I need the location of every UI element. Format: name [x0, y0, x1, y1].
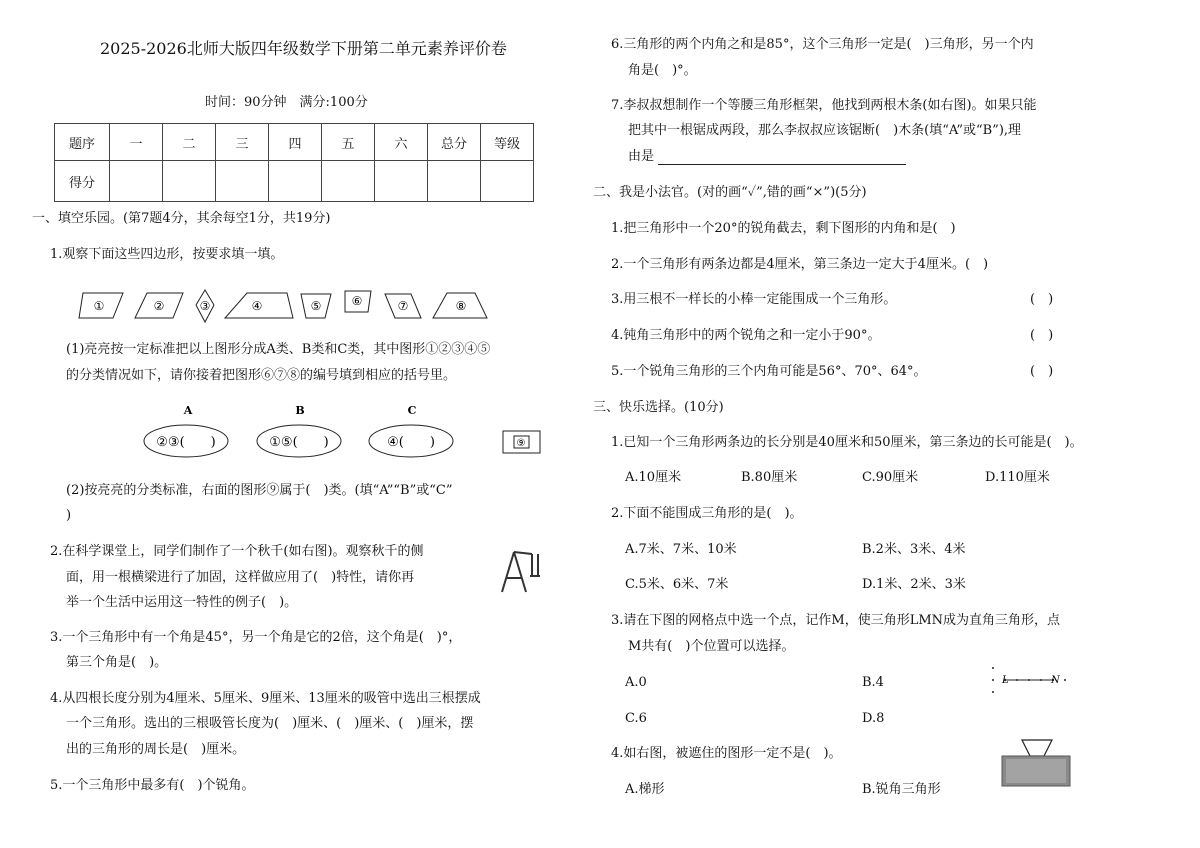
classification-figure — [140, 400, 550, 462]
question-4-line-2: 一个三角形。选出的三根吸管长度为( )厘米、( )厘米、( )厘米，摆 — [66, 716, 474, 731]
choice-1-option-b[interactable]: B.80厘米 — [741, 470, 798, 485]
cover-block-texture — [1006, 759, 1066, 783]
class-a-content: ②③( ) — [156, 435, 216, 450]
score-table-header: 题序 — [55, 124, 110, 161]
quad-label: ⑧ — [455, 299, 467, 313]
question-6-line-2: 角是( )°。 — [628, 63, 697, 78]
question-5: 5.一个三角形中最多有( )个锐角。 — [50, 778, 255, 793]
answer-line[interactable] — [658, 164, 906, 165]
choice-2-option-d[interactable]: D.1米、2米、3米 — [862, 577, 966, 592]
judge-item-4: 4.钝角三角形中的两个锐角之和一定小于90°。 — [611, 328, 881, 343]
question-2-line-2: 面，用一根横梁进行了加固，这样做应用了( )特性，请你再 — [66, 570, 415, 585]
class-label-c: C — [407, 404, 417, 417]
question-1-part-2b: ) — [66, 508, 72, 523]
judge-item-2: 2.一个三角形有两条边都是4厘米，第三条边一定大于4厘米。( ) — [611, 257, 989, 272]
class-label-a: A — [183, 404, 193, 417]
score-table — [54, 123, 534, 202]
choice-1-option-c[interactable]: C.90厘米 — [862, 470, 919, 485]
covered-shape-figure — [1000, 738, 1074, 788]
score-cell[interactable] — [375, 161, 428, 202]
quad-label: ③ — [199, 299, 211, 313]
score-cell[interactable] — [163, 161, 216, 202]
question-1-part-2a: (2)按亮亮的分类标准，右面的图形⑨属于( )类。(填“A”“B”或“C” — [66, 483, 453, 498]
class-label-b: B — [295, 404, 305, 417]
judge-item-1: 1.把三角形中一个20°的锐角截去，剩下图形的内角和是( ) — [611, 221, 956, 236]
quad-label: ⑦ — [397, 299, 409, 313]
score-table-header: 二 — [163, 124, 216, 161]
quad-label: ① — [93, 299, 105, 313]
score-table-header: 五 — [322, 124, 375, 161]
score-table-header: 等级 — [481, 124, 534, 161]
quadrilaterals-figure — [75, 288, 505, 328]
question-1: 1.观察下面这些四边形，按要求填一填。 — [50, 247, 284, 262]
judge-item-5: 5.一个锐角三角形的三个内角可能是56°、70°、64°。 — [611, 364, 927, 379]
judge-item-5-paren[interactable]: ( ) — [1030, 364, 1054, 379]
score-table-header: 三 — [216, 124, 269, 161]
grid-label-l: L — [1002, 675, 1009, 686]
choice-3-option-c[interactable]: C.6 — [625, 711, 647, 726]
question-2-line-1: 2.在科学课堂上，同学们制作了一个秋千(如右图)。观察秋千的侧 — [50, 544, 424, 559]
choice-question-3-line-2: M共有( )个位置可以选择。 — [628, 639, 795, 654]
visible-shape-top — [1022, 740, 1052, 756]
judge-item-3: 3.用三根不一样长的小棒一定能围成一个三角形。 — [611, 292, 897, 307]
page-title: 2025-2026北师大版四年级数学下册第二单元素养评价卷 — [100, 39, 507, 58]
choice-2-option-c[interactable]: C.5米、6米、7米 — [625, 577, 729, 592]
choice-question-1: 1.已知一个三角形两条边的长分别是40厘米和50厘米，第三条边的长可能是( )。 — [611, 435, 1083, 450]
question-1-part-1b: 的分类情况如下，请你接着把图形⑥⑦⑧的编号填到相应的括号里。 — [66, 368, 457, 383]
exam-info: 时间：90分钟 满分:100分 — [205, 95, 368, 110]
grid-label-n: N — [1051, 675, 1060, 686]
quad-label: ⑥ — [351, 294, 363, 308]
score-cell[interactable] — [428, 161, 481, 202]
score-row-label: 得分 — [55, 161, 110, 202]
choice-1-option-a[interactable]: A.10厘米 — [625, 470, 682, 485]
choice-1-option-d[interactable]: D.110厘米 — [985, 470, 1050, 485]
judge-item-4-paren[interactable]: ( ) — [1030, 328, 1054, 343]
choice-4-option-a[interactable]: A.梯形 — [625, 782, 665, 797]
question-1-part-1a: (1)亮亮按一定标准把以上图形分成A类、B类和C类，其中图形①②③④⑤ — [66, 342, 491, 357]
grid-points-figure — [985, 660, 1075, 700]
score-table-header: 一 — [110, 124, 163, 161]
shape-9-label: ⑨ — [516, 438, 526, 449]
question-7-line-3: 由是 — [628, 149, 655, 164]
question-4-line-1: 4.从四根长度分别为4厘米、5厘米、9厘米、13厘米的吸管中选出三根摆成 — [50, 691, 481, 706]
choice-2-option-b[interactable]: B.2米、3米、4米 — [862, 542, 966, 557]
score-cell[interactable] — [269, 161, 322, 202]
score-table-header: 四 — [269, 124, 322, 161]
question-6-line-1: 6.三角形的两个内角之和是85°，这个三角形一定是( )三角形，另一个内 — [611, 37, 1034, 52]
swing-icon — [498, 548, 542, 594]
question-4-line-3: 出的三角形的周长是( )厘米。 — [66, 742, 246, 757]
question-7-line-1: 7.李叔叔想制作一个等腰三角形框架，他找到两根木条(如右图)。如果只能 — [611, 98, 1037, 113]
score-cell[interactable] — [481, 161, 534, 202]
score-table-header: 总分 — [428, 124, 481, 161]
section-2-heading: 二、我是小法官。(对的画“✓”,错的画“×”)(5分) — [593, 185, 867, 200]
section-3-heading: 三、快乐选择。(10分) — [593, 400, 724, 415]
choice-question-3-line-1: 3.请在下图的网格点中选一个点，记作M，使三角形LMN成为直角三角形，点 — [611, 613, 1061, 628]
question-3-line-2: 第三个角是( )。 — [66, 655, 168, 670]
choice-2-option-a[interactable]: A.7米、7米、10米 — [625, 542, 737, 557]
score-cell[interactable] — [322, 161, 375, 202]
class-b-content: ①⑤( ) — [269, 435, 329, 450]
judge-item-3-paren[interactable]: ( ) — [1030, 292, 1054, 307]
score-table-header: 六 — [375, 124, 428, 161]
class-c-content: ④( ) — [387, 435, 435, 450]
question-7-line-2: 把其中一根锯成两段，那么李叔叔应该锯断( )木条(填“A”或“B”),理 — [628, 123, 1022, 138]
quad-label: ⑤ — [310, 299, 322, 313]
choice-3-option-a[interactable]: A.0 — [625, 675, 647, 690]
choice-3-option-b[interactable]: B.4 — [862, 675, 884, 690]
quad-label: ④ — [251, 299, 263, 313]
choice-4-option-b[interactable]: B.锐角三角形 — [862, 782, 941, 797]
section-1-heading: 一、填空乐园。(第7题4分，其余每空1分，共19分) — [32, 211, 331, 226]
score-cell[interactable] — [216, 161, 269, 202]
question-2-line-3: 举一个生活中运用这一特性的例子( )。 — [66, 595, 298, 610]
choice-question-4: 4.如右图，被遮住的图形一定不是( )。 — [611, 746, 842, 761]
question-3-line-1: 3.一个三角形中有一个角是45°，另一个角是它的2倍，这个角是( )°， — [50, 630, 462, 645]
quad-label: ② — [153, 299, 165, 313]
choice-question-2: 2.下面不能围成三角形的是( )。 — [611, 506, 803, 521]
score-cell[interactable] — [110, 161, 163, 202]
choice-3-option-d[interactable]: D.8 — [862, 711, 885, 726]
